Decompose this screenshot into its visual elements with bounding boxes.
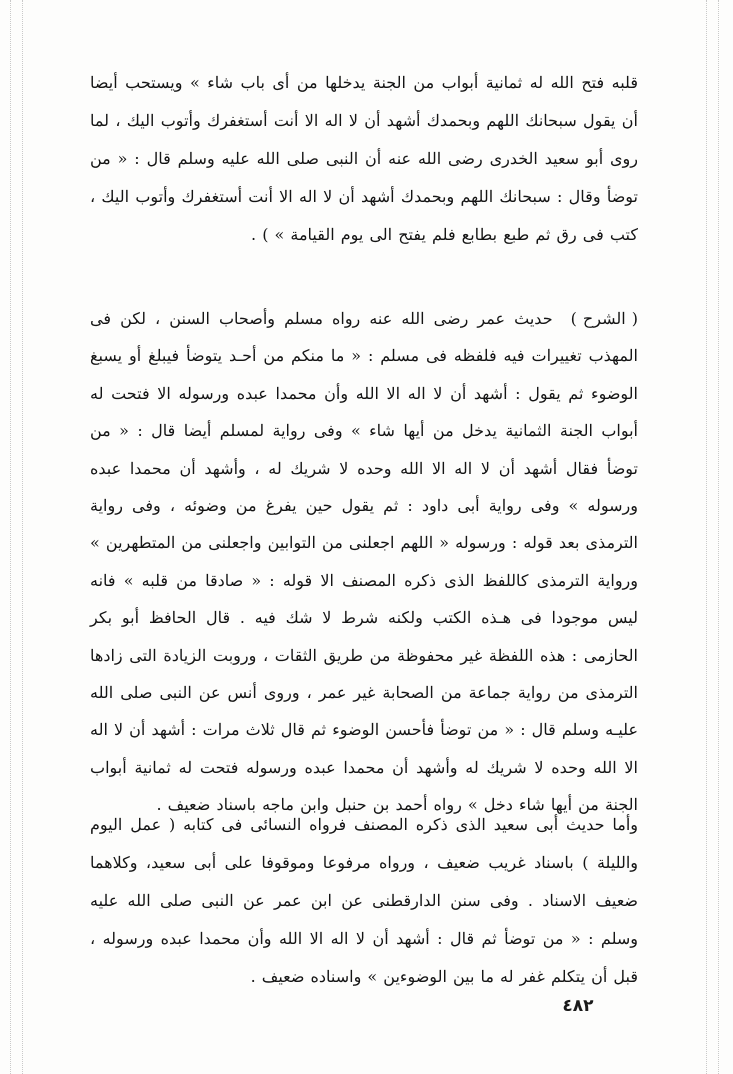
- paragraph-commentary: [90, 300, 638, 824]
- text-block-closing: [90, 806, 638, 996]
- margin-guide-line: [10, 0, 11, 1074]
- text-block-commentary: [90, 300, 638, 824]
- commentary-text: حديث عمر رضى الله عنه رواه مسلم وأصحاب السنن ، لكن فى المهذب تغييرات فيه فلفظه فى مسلم : « ما منكم من أحـد يتوضأ فيبلغ أو يسبغ الوضوء ثم يقول : أشهد أن لا اله الا الله وأن محمدا عبده ورسوله الا فتحت له أبواب الجنة الثمانية يدخل من أيها شاء » وفى رواية لمسلم أيضا قال : « من توضأ فقال أشهد أن لا اله الا الله وحده لا شريك له ، وأشهد أن محمدا عبده ورسوله » وفى رواية أبى داود : ثم يقول حين يفرغ من وضوئه ، وفى رواية الترمذى بعد قوله : ورسوله « اللهم اجعلنى من التوابين واجعلنى من المتطهرين » ورواية الترمذى كاللفظ الذى ذكره المصنف الا قوله : « صادقا من قلبه » فانه ليس موجودا فى هـذه الكتب ولكنه شرط لا شك فيه . قال الحافظ أبو بكر الحازمى : هذه اللفظة غير محفوظة من طريق الثقات ، وروبت الزيادة التى زادها الترمذى من رواية جماعة من الصحابة غير عمر ، وروى أنس عن النبى صلى الله عليـه وسلم قال : « من توضأ فأحسن الوضوء ثم قال ثلاث مرات : أشهد أن لا اله الا الله وحده لا شريك له وأشهد أن محمدا عبده ورسوله فتحت له ثمانية أبواب الجنة من أيها شاء دخل » رواه أحمد بن حنبل وابن ماجه باسناد ضعيف .: [89, 309, 639, 815]
- margin-guide-line: [706, 0, 707, 1074]
- text-block-opening: [90, 64, 638, 254]
- margin-guide-line: [718, 0, 719, 1074]
- paragraph-opening: قلبه فتح الله له ثمانية أبواب من الجنة يدخلها من أى باب شاء » ويستحب أيضا أن يقول سبحانك اللهم وبحمدك أشهد أن لا اله الا أنت أستغفرك وأتوب اليك ، لما روى أبو سعيد الخدرى رضى الله عنه أن النبى صلى الله عليه وسلم قال : « من توضأ وقال : سبحانك اللهم وبحمدك أشهد أن لا اله الا أنت أستغفرك وأتوب اليك ، كتب فى رق ثم طبع بطابع فلم يفتح الى يوم القيامة » ) .: [90, 73, 638, 244]
- commentary-label: ( الشرح ): [570, 309, 638, 328]
- page-number: ٤٨٢: [562, 996, 594, 1016]
- margin-guide-line: [22, 0, 23, 1074]
- paragraph-closing: وأما حديث أبى سعيد الذى ذكره المصنف فرواه النسائى فى كتابه ( عمل اليوم والليلة ) باسناد غريب ضعيف ، ورواه مرفوعا وموقوفا على أبى سعيد، وكلاهما ضعيف الاسناد . وفى سنن الدارقطنى عن ابن عمر عن النبى صلى الله عليه وسلم : « من توضأ ثم قال : أشهد أن لا اله الا الله وأن محمدا عبده ورسوله ، قبل أن يتكلم غفر له ما بين الوضوءين » واسناده ضعيف .: [90, 815, 639, 986]
